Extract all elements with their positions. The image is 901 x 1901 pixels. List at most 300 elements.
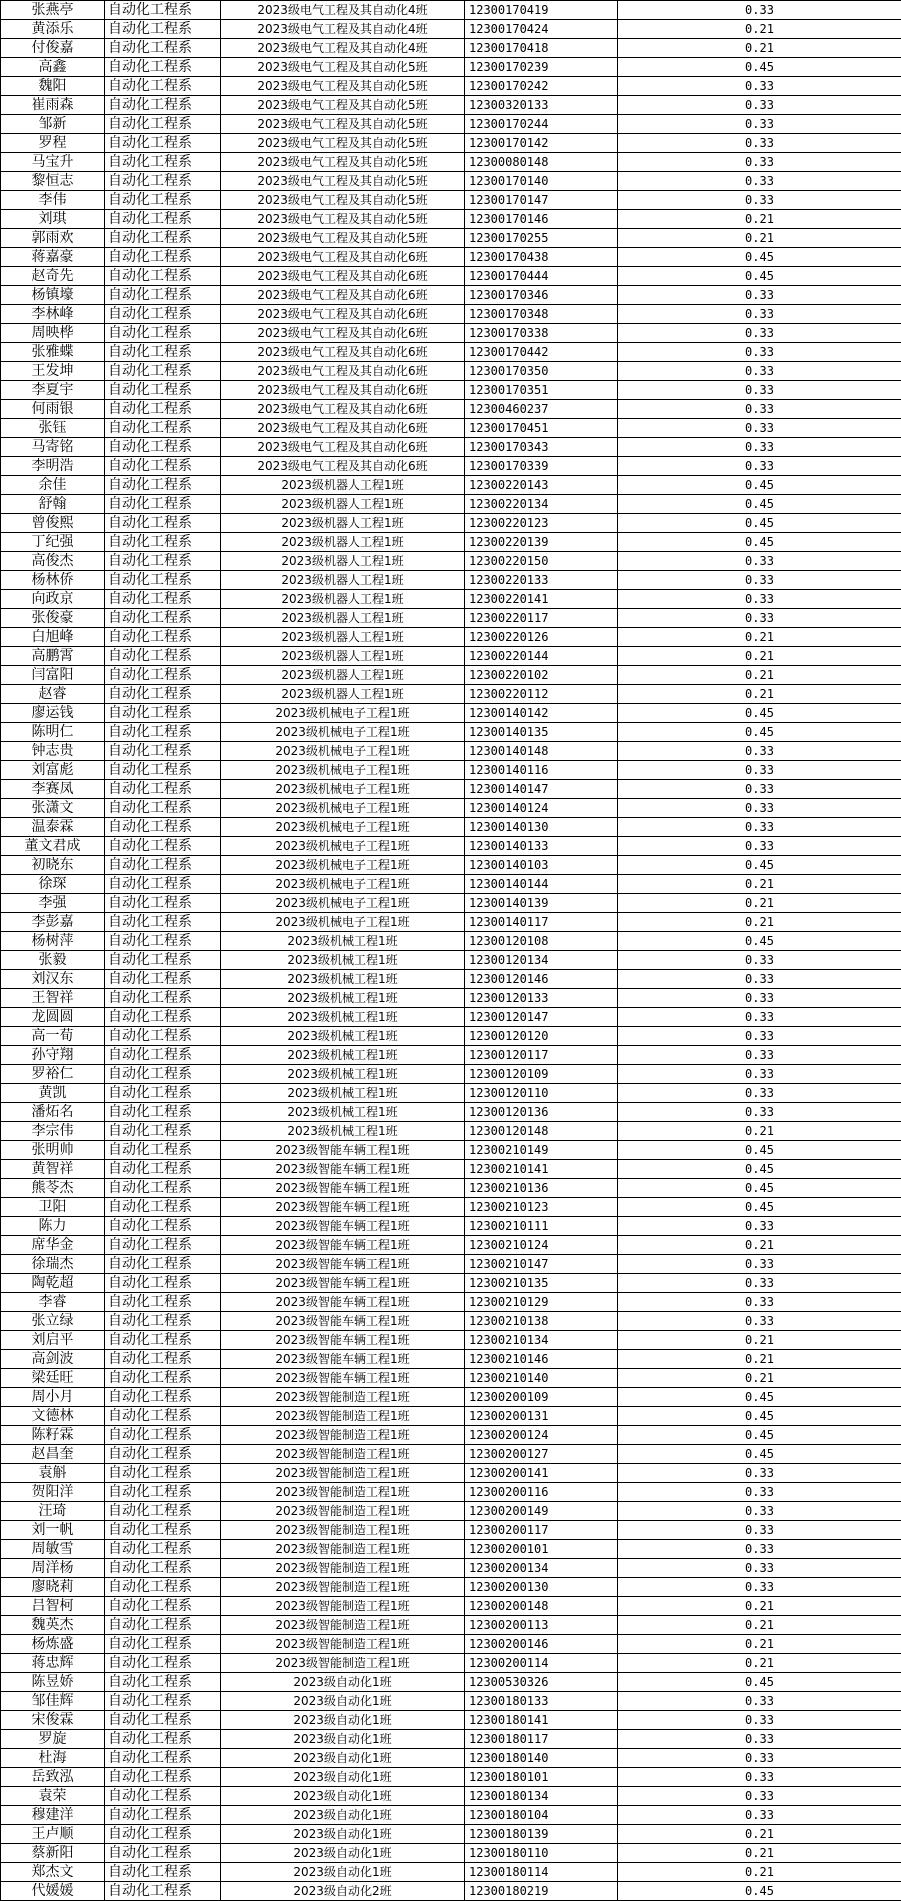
- student-name-cell: 黄智祥: [1, 1160, 105, 1179]
- table-row: [1, 1312, 901, 1331]
- score-cell: 0.33: [618, 609, 901, 628]
- class-cell: 2023级自动化1班: [221, 1692, 465, 1711]
- class-cell: 2023级机械电子工程1班: [221, 704, 465, 723]
- class-cell: 2023级电气工程及其自动化6班: [221, 343, 465, 362]
- student-id-cell: 12300170444: [465, 267, 618, 286]
- table-row: [1, 989, 901, 1008]
- student-id-cell: 12300170146: [465, 210, 618, 229]
- student-name-cell: 黄添乐: [1, 20, 105, 39]
- score-cell: 0.21: [618, 894, 901, 913]
- class-cell: 2023级智能制造工程1班: [221, 1388, 465, 1407]
- student-id-cell: 12300180110: [465, 1844, 618, 1863]
- student-id-cell: 12300200113: [465, 1616, 618, 1635]
- department-cell: 自动化工程系: [105, 1388, 221, 1407]
- score-cell: 0.33: [618, 381, 901, 400]
- table-row: [1, 305, 901, 324]
- student-name-cell: 向政京: [1, 590, 105, 609]
- class-cell: 2023级机械工程1班: [221, 1008, 465, 1027]
- class-cell: 2023级机器人工程1班: [221, 590, 465, 609]
- table-row: [1, 761, 901, 780]
- score-cell: 0.45: [618, 1160, 901, 1179]
- student-name-cell: 穆建洋: [1, 1806, 105, 1825]
- student-name-cell: 曾俊熙: [1, 514, 105, 533]
- student-id-cell: 12300120108: [465, 932, 618, 951]
- score-cell: 0.33: [618, 951, 901, 970]
- student-id-cell: 12300180114: [465, 1863, 618, 1882]
- student-name-cell: 李彭嘉: [1, 913, 105, 932]
- student-name-cell: 文德林: [1, 1407, 105, 1426]
- score-cell: 0.21: [618, 1635, 901, 1654]
- class-cell: 2023级电气工程及其自动化6班: [221, 457, 465, 476]
- score-cell: 0.21: [618, 1331, 901, 1350]
- table-row: [1, 1711, 901, 1730]
- table-row: [1, 457, 901, 476]
- student-name-cell: 刘启平: [1, 1331, 105, 1350]
- student-name-cell: 代媛媛: [1, 1882, 105, 1901]
- table-row: [1, 837, 901, 856]
- student-id-cell: 12300200131: [465, 1407, 618, 1426]
- score-cell: 0.33: [618, 1692, 901, 1711]
- score-cell: 0.45: [618, 495, 901, 514]
- score-cell: 0.33: [618, 1255, 901, 1274]
- score-cell: 0.21: [618, 1236, 901, 1255]
- table-row: [1, 1141, 901, 1160]
- class-cell: 2023级电气工程及其自动化5班: [221, 77, 465, 96]
- student-id-cell: 12300220117: [465, 609, 618, 628]
- class-cell: 2023级智能制造工程1班: [221, 1521, 465, 1540]
- department-cell: 自动化工程系: [105, 590, 221, 609]
- class-cell: 2023级电气工程及其自动化6班: [221, 248, 465, 267]
- department-cell: 自动化工程系: [105, 1521, 221, 1540]
- department-cell: 自动化工程系: [105, 419, 221, 438]
- student-id-cell: 12300180101: [465, 1768, 618, 1787]
- student-name-cell: 邹佳辉: [1, 1692, 105, 1711]
- table-row: [1, 1806, 901, 1825]
- student-name-cell: 刘富彪: [1, 761, 105, 780]
- student-id-cell: 12300180139: [465, 1825, 618, 1844]
- student-name-cell: 崔雨森: [1, 96, 105, 115]
- score-cell: 0.33: [618, 818, 901, 837]
- score-cell: 0.33: [618, 552, 901, 571]
- class-cell: 2023级智能制造工程1班: [221, 1540, 465, 1559]
- department-cell: 自动化工程系: [105, 704, 221, 723]
- table-row: [1, 704, 901, 723]
- table-row: [1, 267, 901, 286]
- student-name-cell: 赵昌奎: [1, 1445, 105, 1464]
- department-cell: 自动化工程系: [105, 1597, 221, 1616]
- score-cell: 0.33: [618, 780, 901, 799]
- student-id-cell: 12300180134: [465, 1787, 618, 1806]
- table-row: [1, 628, 901, 647]
- table-row: [1, 229, 901, 248]
- department-cell: 自动化工程系: [105, 1198, 221, 1217]
- student-id-cell: 12300140144: [465, 875, 618, 894]
- class-cell: 2023级智能制造工程1班: [221, 1635, 465, 1654]
- student-id-cell: 12300170140: [465, 172, 618, 191]
- table-row: [1, 970, 901, 989]
- table-row: [1, 1445, 901, 1464]
- score-cell: 0.45: [618, 1426, 901, 1445]
- student-name-cell: 王卢顺: [1, 1825, 105, 1844]
- table-row: [1, 77, 901, 96]
- student-id-cell: 12300170239: [465, 58, 618, 77]
- student-id-cell: 12300170142: [465, 134, 618, 153]
- class-cell: 2023级机械工程1班: [221, 1027, 465, 1046]
- department-cell: 自动化工程系: [105, 1, 221, 20]
- department-cell: 自动化工程系: [105, 1711, 221, 1730]
- class-cell: 2023级自动化2班: [221, 1882, 465, 1901]
- student-name-cell: 周敏雪: [1, 1540, 105, 1559]
- table-row: [1, 818, 901, 837]
- department-cell: 自动化工程系: [105, 1464, 221, 1483]
- class-cell: 2023级电气工程及其自动化5班: [221, 134, 465, 153]
- score-cell: 0.21: [618, 39, 901, 58]
- department-cell: 自动化工程系: [105, 134, 221, 153]
- class-cell: 2023级机械工程1班: [221, 1103, 465, 1122]
- score-cell: 0.33: [618, 1464, 901, 1483]
- student-name-cell: 龙圆圆: [1, 1008, 105, 1027]
- table-row: [1, 1369, 901, 1388]
- student-name-cell: 周映桦: [1, 324, 105, 343]
- class-cell: 2023级电气工程及其自动化6班: [221, 362, 465, 381]
- student-name-cell: 张燕亭: [1, 1, 105, 20]
- student-name-cell: 刘汉东: [1, 970, 105, 989]
- student-name-cell: 李睿: [1, 1293, 105, 1312]
- student-id-cell: 12300120146: [465, 970, 618, 989]
- student-name-cell: 高鑫: [1, 58, 105, 77]
- class-cell: 2023级机械工程1班: [221, 1046, 465, 1065]
- department-cell: 自动化工程系: [105, 1825, 221, 1844]
- student-id-cell: 12300120117: [465, 1046, 618, 1065]
- student-id-cell: 12300140133: [465, 837, 618, 856]
- student-id-cell: 12300120134: [465, 951, 618, 970]
- student-id-cell: 12300200141: [465, 1464, 618, 1483]
- class-cell: 2023级机械电子工程1班: [221, 856, 465, 875]
- table-row: [1, 799, 901, 818]
- student-id-cell: 12300200130: [465, 1578, 618, 1597]
- class-cell: 2023级机器人工程1班: [221, 476, 465, 495]
- student-id-cell: 12300170419: [465, 1, 618, 20]
- student-name-cell: 罗裕仁: [1, 1065, 105, 1084]
- department-cell: 自动化工程系: [105, 666, 221, 685]
- student-id-cell: 12300120110: [465, 1084, 618, 1103]
- department-cell: 自动化工程系: [105, 856, 221, 875]
- student-name-cell: 陶乾超: [1, 1274, 105, 1293]
- department-cell: 自动化工程系: [105, 343, 221, 362]
- score-cell: 0.21: [618, 1369, 901, 1388]
- class-cell: 2023级智能车辆工程1班: [221, 1198, 465, 1217]
- class-cell: 2023级机械电子工程1班: [221, 913, 465, 932]
- score-cell: 0.21: [618, 913, 901, 932]
- table-row: [1, 894, 901, 913]
- score-cell: 0.33: [618, 77, 901, 96]
- student-name-cell: 梁廷旺: [1, 1369, 105, 1388]
- student-name-cell: 高俊杰: [1, 552, 105, 571]
- student-name-cell: 蔡新阳: [1, 1844, 105, 1863]
- class-cell: 2023级电气工程及其自动化5班: [221, 210, 465, 229]
- class-cell: 2023级电气工程及其自动化6班: [221, 400, 465, 419]
- table-row: [1, 932, 901, 951]
- student-name-cell: 刘琪: [1, 210, 105, 229]
- student-id-cell: 12300170255: [465, 229, 618, 248]
- table-row: [1, 1502, 901, 1521]
- student-id-cell: 12300170351: [465, 381, 618, 400]
- score-cell: 0.45: [618, 476, 901, 495]
- table-row: [1, 1331, 901, 1350]
- student-name-cell: 何雨银: [1, 400, 105, 419]
- class-cell: 2023级机械电子工程1班: [221, 742, 465, 761]
- department-cell: 自动化工程系: [105, 951, 221, 970]
- table-row: [1, 1350, 901, 1369]
- department-cell: 自动化工程系: [105, 1160, 221, 1179]
- student-name-cell: 马寄铭: [1, 438, 105, 457]
- department-cell: 自动化工程系: [105, 58, 221, 77]
- class-cell: 2023级机器人工程1班: [221, 666, 465, 685]
- student-name-cell: 孙守翔: [1, 1046, 105, 1065]
- student-name-cell: 张立绿: [1, 1312, 105, 1331]
- student-id-cell: 12300460237: [465, 400, 618, 419]
- score-cell: 0.21: [618, 1122, 901, 1141]
- class-cell: 2023级机器人工程1班: [221, 609, 465, 628]
- department-cell: 自动化工程系: [105, 210, 221, 229]
- department-cell: 自动化工程系: [105, 1312, 221, 1331]
- class-cell: 2023级电气工程及其自动化5班: [221, 229, 465, 248]
- department-cell: 自动化工程系: [105, 1179, 221, 1198]
- student-id-cell: 12300200114: [465, 1654, 618, 1673]
- table-row: [1, 286, 901, 305]
- department-cell: 自动化工程系: [105, 400, 221, 419]
- student-name-cell: 李赛凤: [1, 780, 105, 799]
- class-cell: 2023级电气工程及其自动化5班: [221, 172, 465, 191]
- class-cell: 2023级机械工程1班: [221, 1065, 465, 1084]
- score-cell: 0.33: [618, 1312, 901, 1331]
- student-id-cell: 12300170418: [465, 39, 618, 58]
- student-id-cell: 12300140147: [465, 780, 618, 799]
- department-cell: 自动化工程系: [105, 1445, 221, 1464]
- department-cell: 自动化工程系: [105, 362, 221, 381]
- student-name-cell: 高鹏霄: [1, 647, 105, 666]
- table-row: [1, 780, 901, 799]
- student-id-cell: 12300210146: [465, 1350, 618, 1369]
- student-id-cell: 12300170242: [465, 77, 618, 96]
- student-id-cell: 12300210136: [465, 1179, 618, 1198]
- class-cell: 2023级电气工程及其自动化6班: [221, 324, 465, 343]
- score-cell: 0.45: [618, 514, 901, 533]
- class-cell: 2023级机器人工程1班: [221, 552, 465, 571]
- class-cell: 2023级自动化1班: [221, 1787, 465, 1806]
- score-cell: 0.45: [618, 1673, 901, 1692]
- department-cell: 自动化工程系: [105, 628, 221, 647]
- class-cell: 2023级智能车辆工程1班: [221, 1274, 465, 1293]
- student-name-cell: 刘一帆: [1, 1521, 105, 1540]
- class-cell: 2023级机器人工程1班: [221, 628, 465, 647]
- score-cell: 0.33: [618, 1559, 901, 1578]
- score-cell: 0.21: [618, 647, 901, 666]
- score-cell: 0.21: [618, 1597, 901, 1616]
- table-row: [1, 571, 901, 590]
- student-name-cell: 陈籽霖: [1, 1426, 105, 1445]
- student-name-cell: 温泰霖: [1, 818, 105, 837]
- student-name-cell: 李明浩: [1, 457, 105, 476]
- table-row: [1, 362, 901, 381]
- student-id-cell: 12300210140: [465, 1369, 618, 1388]
- student-name-cell: 张俊豪: [1, 609, 105, 628]
- student-id-cell: 12300080148: [465, 153, 618, 172]
- department-cell: 自动化工程系: [105, 818, 221, 837]
- score-cell: 0.21: [618, 1844, 901, 1863]
- table-row: [1, 400, 901, 419]
- department-cell: 自动化工程系: [105, 742, 221, 761]
- table-row: [1, 210, 901, 229]
- department-cell: 自动化工程系: [105, 647, 221, 666]
- department-cell: 自动化工程系: [105, 324, 221, 343]
- student-id-cell: 12300120147: [465, 1008, 618, 1027]
- table-row: [1, 1065, 901, 1084]
- department-cell: 自动化工程系: [105, 1293, 221, 1312]
- department-cell: 自动化工程系: [105, 780, 221, 799]
- score-cell: 0.45: [618, 1407, 901, 1426]
- score-cell: 0.33: [618, 1521, 901, 1540]
- class-cell: 2023级机械电子工程1班: [221, 799, 465, 818]
- student-id-cell: 12300220143: [465, 476, 618, 495]
- table-row: [1, 381, 901, 400]
- class-cell: 2023级自动化1班: [221, 1749, 465, 1768]
- score-cell: 0.33: [618, 134, 901, 153]
- class-cell: 2023级智能车辆工程1班: [221, 1255, 465, 1274]
- department-cell: 自动化工程系: [105, 1236, 221, 1255]
- table-row: [1, 1483, 901, 1502]
- student-name-cell: 蒋嘉豪: [1, 248, 105, 267]
- student-name-cell: 闫富阳: [1, 666, 105, 685]
- department-cell: 自动化工程系: [105, 191, 221, 210]
- student-name-cell: 陈力: [1, 1217, 105, 1236]
- department-cell: 自动化工程系: [105, 970, 221, 989]
- class-cell: 2023级机器人工程1班: [221, 647, 465, 666]
- department-cell: 自动化工程系: [105, 685, 221, 704]
- student-id-cell: 12300120148: [465, 1122, 618, 1141]
- student-id-cell: 12300180219: [465, 1882, 618, 1901]
- student-id-cell: 12300210111: [465, 1217, 618, 1236]
- department-cell: 自动化工程系: [105, 39, 221, 58]
- class-cell: 2023级智能制造工程1班: [221, 1445, 465, 1464]
- department-cell: 自动化工程系: [105, 761, 221, 780]
- student-id-cell: 12300200117: [465, 1521, 618, 1540]
- table-row: [1, 1882, 901, 1901]
- table-row: [1, 1236, 901, 1255]
- class-cell: 2023级机械工程1班: [221, 951, 465, 970]
- class-cell: 2023级智能车辆工程1班: [221, 1369, 465, 1388]
- department-cell: 自动化工程系: [105, 1426, 221, 1445]
- table-row: [1, 1407, 901, 1426]
- student-id-cell: 12300210141: [465, 1160, 618, 1179]
- score-cell: 0.21: [618, 1654, 901, 1673]
- class-cell: 2023级自动化1班: [221, 1825, 465, 1844]
- score-cell: 0.33: [618, 400, 901, 419]
- score-cell: 0.33: [618, 1768, 901, 1787]
- department-cell: 自动化工程系: [105, 1065, 221, 1084]
- table-row: [1, 1559, 901, 1578]
- department-cell: 自动化工程系: [105, 1008, 221, 1027]
- class-cell: 2023级智能车辆工程1班: [221, 1179, 465, 1198]
- class-cell: 2023级机器人工程1班: [221, 514, 465, 533]
- table-row: [1, 856, 901, 875]
- department-cell: 自动化工程系: [105, 875, 221, 894]
- class-cell: 2023级机械工程1班: [221, 932, 465, 951]
- score-cell: 0.33: [618, 1065, 901, 1084]
- student-name-cell: 廖运钱: [1, 704, 105, 723]
- table-row: [1, 1027, 901, 1046]
- score-cell: 0.33: [618, 799, 901, 818]
- department-cell: 自动化工程系: [105, 267, 221, 286]
- score-cell: 0.21: [618, 229, 901, 248]
- score-cell: 0.45: [618, 1179, 901, 1198]
- student-name-cell: 杜海: [1, 1749, 105, 1768]
- class-cell: 2023级智能制造工程1班: [221, 1616, 465, 1635]
- class-cell: 2023级电气工程及其自动化6班: [221, 286, 465, 305]
- student-id-cell: 12300170348: [465, 305, 618, 324]
- department-cell: 自动化工程系: [105, 1141, 221, 1160]
- student-id-cell: 12300170338: [465, 324, 618, 343]
- table-row: [1, 1426, 901, 1445]
- score-cell: 0.21: [618, 628, 901, 647]
- score-cell: 0.21: [618, 1616, 901, 1635]
- student-name-cell: 赵睿: [1, 685, 105, 704]
- score-cell: 0.33: [618, 837, 901, 856]
- student-id-cell: 12300170147: [465, 191, 618, 210]
- student-id-cell: 12300140116: [465, 761, 618, 780]
- class-cell: 2023级机械电子工程1班: [221, 818, 465, 837]
- department-cell: 自动化工程系: [105, 1730, 221, 1749]
- class-cell: 2023级电气工程及其自动化6班: [221, 381, 465, 400]
- student-id-cell: 12300180140: [465, 1749, 618, 1768]
- class-cell: 2023级机械电子工程1班: [221, 723, 465, 742]
- class-cell: 2023级智能车辆工程1班: [221, 1293, 465, 1312]
- student-name-cell: 邹新: [1, 115, 105, 134]
- student-name-cell: 董文君成: [1, 837, 105, 856]
- table-row: [1, 514, 901, 533]
- score-cell: 0.45: [618, 1198, 901, 1217]
- table-body: [1, 1, 901, 1901]
- student-id-cell: 12300200116: [465, 1483, 618, 1502]
- student-name-cell: 徐琛: [1, 875, 105, 894]
- department-cell: 自动化工程系: [105, 571, 221, 590]
- score-cell: 0.33: [618, 191, 901, 210]
- student-id-cell: 12300220123: [465, 514, 618, 533]
- department-cell: 自动化工程系: [105, 1274, 221, 1293]
- table-row: [1, 1274, 901, 1293]
- student-id-cell: 12300140124: [465, 799, 618, 818]
- student-id-cell: 12300170424: [465, 20, 618, 39]
- student-id-cell: 12300220112: [465, 685, 618, 704]
- student-name-cell: 席华金: [1, 1236, 105, 1255]
- score-cell: 0.33: [618, 457, 901, 476]
- student-name-cell: 宋俊霖: [1, 1711, 105, 1730]
- class-cell: 2023级电气工程及其自动化6班: [221, 419, 465, 438]
- score-cell: 0.33: [618, 1008, 901, 1027]
- department-cell: 自动化工程系: [105, 1559, 221, 1578]
- score-cell: 0.21: [618, 20, 901, 39]
- score-cell: 0.33: [618, 1046, 901, 1065]
- student-name-cell: 魏阳: [1, 77, 105, 96]
- score-cell: 0.33: [618, 1274, 901, 1293]
- table-row: [1, 951, 901, 970]
- department-cell: 自动化工程系: [105, 96, 221, 115]
- student-id-cell: 12300140135: [465, 723, 618, 742]
- student-id-cell: 12300170442: [465, 343, 618, 362]
- class-cell: 2023级机械工程1班: [221, 1122, 465, 1141]
- student-id-cell: 12300210138: [465, 1312, 618, 1331]
- student-id-cell: 12300220150: [465, 552, 618, 571]
